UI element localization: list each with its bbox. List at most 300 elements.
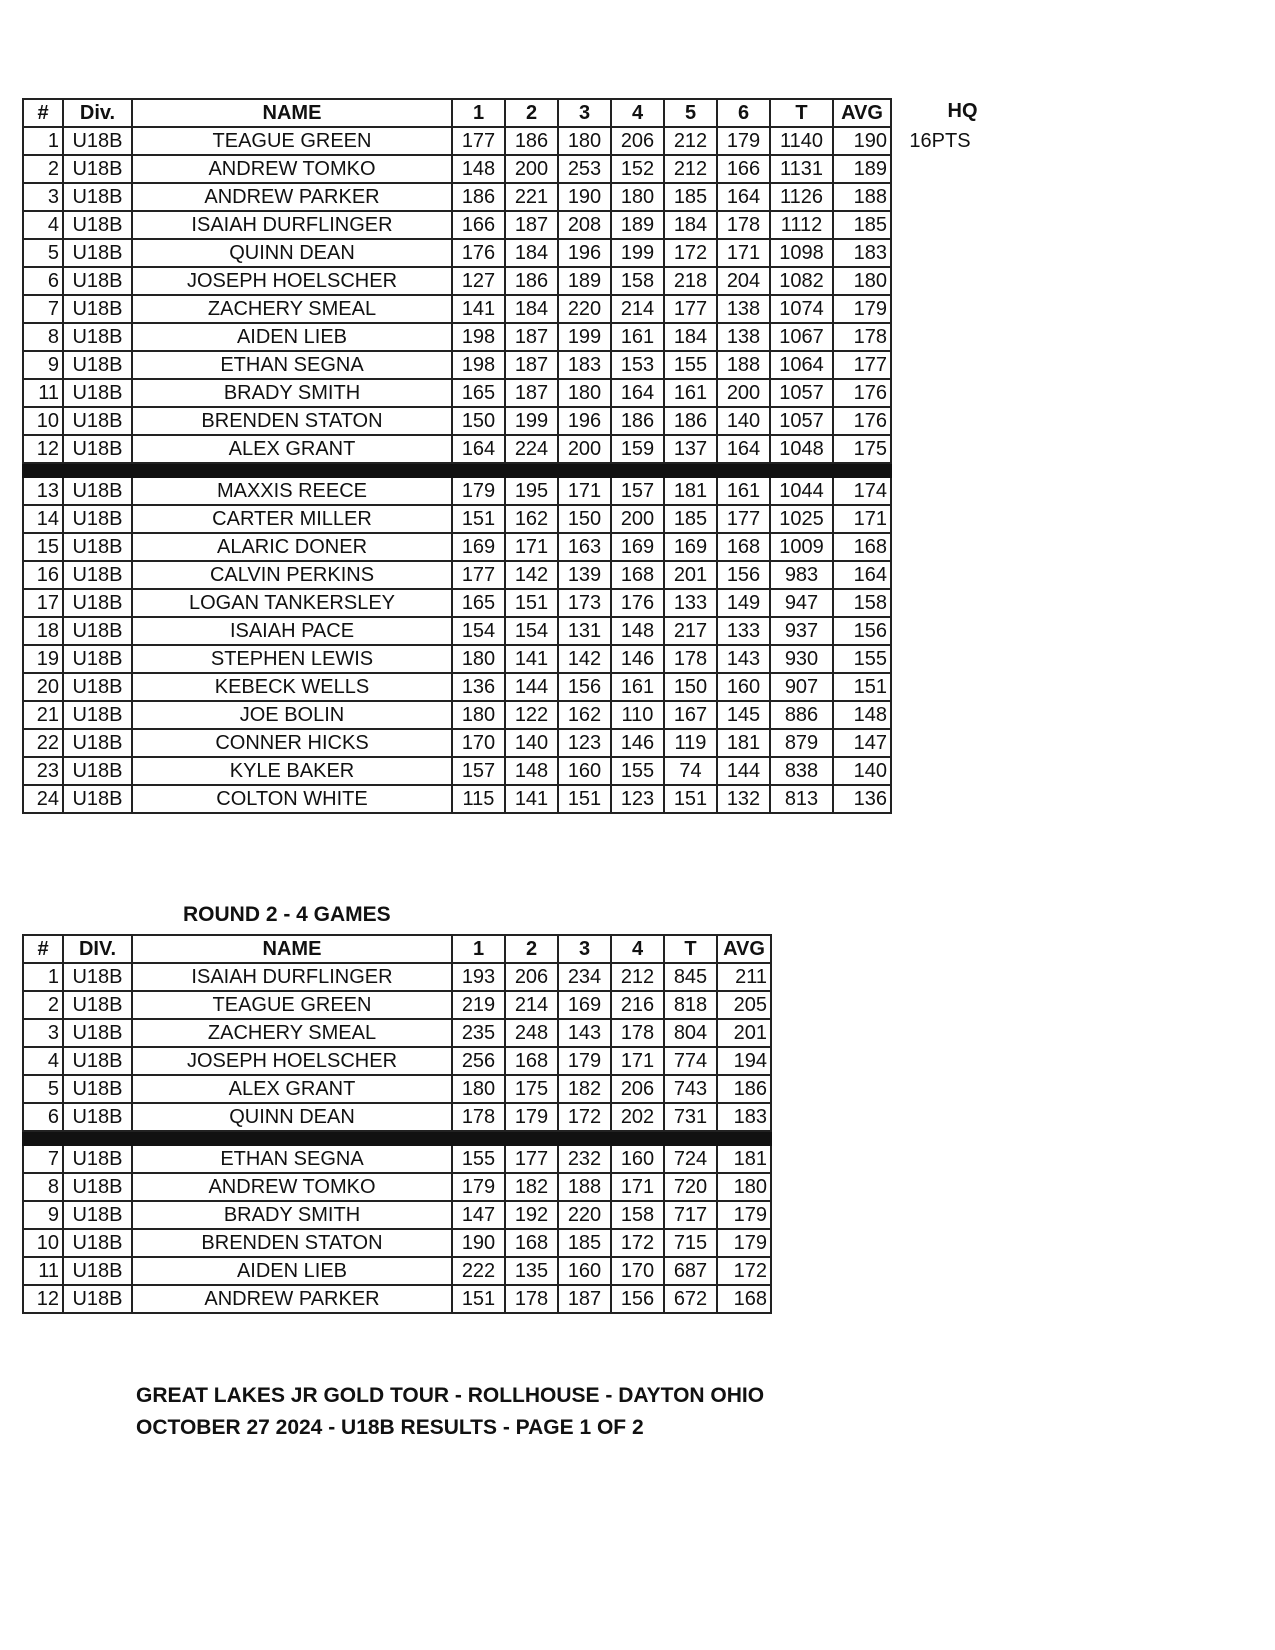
table-cell: 146 [611, 645, 664, 673]
table-cell: 179 [452, 477, 505, 505]
table-cell: 166 [717, 155, 770, 183]
table-cell: 183 [717, 1103, 771, 1131]
table-row [23, 1145, 771, 1173]
table-cell: 212 [664, 155, 717, 183]
table-cell: 180 [833, 267, 891, 295]
table-cell: U18B [63, 239, 132, 267]
table-cell: ALEX GRANT [132, 435, 452, 463]
table-cell: 168 [505, 1047, 558, 1075]
table-cell: U18B [63, 729, 132, 757]
table-cell: U18B [63, 617, 132, 645]
table-cell: 5 [23, 1075, 63, 1103]
table-cell: 186 [505, 267, 558, 295]
table-cell: 177 [505, 1145, 558, 1173]
table-cell: U18B [63, 505, 132, 533]
table-cell: 161 [611, 323, 664, 351]
table-cell: U18B [63, 1145, 132, 1173]
round2-header-cell: 3 [558, 935, 611, 963]
table-cell: 150 [452, 407, 505, 435]
table-cell: 150 [664, 673, 717, 701]
table-cell: KEBECK WELLS [132, 673, 452, 701]
table-cell: 180 [717, 1173, 771, 1201]
table-cell: 176 [611, 589, 664, 617]
table-cell: 147 [452, 1201, 505, 1229]
table-cell: 178 [452, 1103, 505, 1131]
round1-body [23, 127, 891, 813]
table-cell: 140 [717, 407, 770, 435]
table-cell: 187 [505, 323, 558, 351]
table-cell: 199 [558, 323, 611, 351]
table-cell: 169 [611, 533, 664, 561]
table-row [23, 1047, 771, 1075]
footer [136, 1380, 764, 1444]
table-row [23, 239, 891, 267]
table-cell: 180 [558, 127, 611, 155]
table-cell: 183 [558, 351, 611, 379]
table-cell: 132 [717, 785, 770, 813]
table-row [23, 295, 891, 323]
table-cell: 201 [717, 1019, 771, 1047]
table-cell: 162 [505, 505, 558, 533]
table-cell: 206 [611, 127, 664, 155]
table-cell: U18B [63, 267, 132, 295]
table-cell: 21 [23, 701, 63, 729]
table-cell: AIDEN LIEB [132, 323, 452, 351]
table-cell: LOGAN TANKERSLEY [132, 589, 452, 617]
table-cell: 185 [664, 183, 717, 211]
table-cell: ANDREW TOMKO [132, 155, 452, 183]
table-cell: BRADY SMITH [132, 1201, 452, 1229]
table-cell: 153 [611, 351, 664, 379]
table-row [23, 351, 891, 379]
table-cell: QUINN DEAN [132, 239, 452, 267]
round1-table [22, 98, 892, 814]
table-cell: JOSEPH HOELSCHER [132, 267, 452, 295]
table-cell: MAXXIS REECE [132, 477, 452, 505]
table-cell: ETHAN SEGNA [132, 1145, 452, 1173]
table-cell: 168 [505, 1229, 558, 1257]
table-row [23, 1075, 771, 1103]
table-cell: U18B [63, 1285, 132, 1313]
table-row [23, 435, 891, 463]
table-cell: 151 [558, 785, 611, 813]
table-cell: 144 [505, 673, 558, 701]
table-cell: 879 [770, 729, 833, 757]
table-cell: 159 [611, 435, 664, 463]
table-row [23, 267, 891, 295]
table-cell: 3 [23, 1019, 63, 1047]
table-row [23, 991, 771, 1019]
table-cell: 195 [505, 477, 558, 505]
table-cell: U18B [63, 1103, 132, 1131]
round2-title: ROUND 2 - 4 GAMES [183, 903, 391, 926]
table-cell: 220 [558, 1201, 611, 1229]
table-cell: 185 [664, 505, 717, 533]
table-cell: 179 [717, 1201, 771, 1229]
round2-header-cell: AVG [717, 935, 771, 963]
table-cell: 24 [23, 785, 63, 813]
table-cell: 224 [505, 435, 558, 463]
table-cell: 154 [505, 617, 558, 645]
table-cell: 179 [717, 127, 770, 155]
round1-header-cell: AVG [833, 99, 891, 127]
table-cell: 123 [558, 729, 611, 757]
table-cell: 186 [717, 1075, 771, 1103]
table-cell: 177 [452, 561, 505, 589]
table-cell: 4 [23, 211, 63, 239]
table-cell: 179 [717, 1229, 771, 1257]
table-cell: 150 [558, 505, 611, 533]
table-cell: 151 [452, 505, 505, 533]
table-cell: 1 [23, 127, 63, 155]
table-cell: 180 [452, 645, 505, 673]
table-cell: U18B [63, 1201, 132, 1229]
table-cell: 166 [452, 211, 505, 239]
table-cell: 179 [558, 1047, 611, 1075]
table-cell: 140 [505, 729, 558, 757]
table-cell: U18B [63, 183, 132, 211]
table-cell: 17 [23, 589, 63, 617]
round1-header-row [23, 99, 891, 127]
table-cell: 143 [558, 1019, 611, 1047]
table-cell: 163 [558, 533, 611, 561]
table-cell: 206 [505, 963, 558, 991]
table-cell: STEPHEN LEWIS [132, 645, 452, 673]
table-cell: 184 [505, 239, 558, 267]
table-cell: U18B [63, 155, 132, 183]
table-cell: 235 [452, 1019, 505, 1047]
round2-body [23, 963, 771, 1313]
table-cell: 196 [558, 407, 611, 435]
table-row [23, 155, 891, 183]
table-cell: 189 [833, 155, 891, 183]
round1-header-cell: 3 [558, 99, 611, 127]
table-cell: 182 [505, 1173, 558, 1201]
table-cell: 156 [833, 617, 891, 645]
table-cell: 1098 [770, 239, 833, 267]
table-row [23, 1257, 771, 1285]
table-cell: 184 [505, 295, 558, 323]
table-cell: 127 [452, 267, 505, 295]
table-row [23, 701, 891, 729]
table-cell: 1064 [770, 351, 833, 379]
table-cell: 158 [611, 1201, 664, 1229]
table-row [23, 211, 891, 239]
table-cell: 23 [23, 757, 63, 785]
table-cell: 174 [833, 477, 891, 505]
table-cell: 10 [23, 407, 63, 435]
table-cell: 907 [770, 673, 833, 701]
table-cell: 131 [558, 617, 611, 645]
table-cell: 161 [664, 379, 717, 407]
table-cell: 156 [558, 673, 611, 701]
table-cell: 148 [452, 155, 505, 183]
round2-header-cell: 2 [505, 935, 558, 963]
table-cell: 206 [611, 1075, 664, 1103]
table-cell: 151 [505, 589, 558, 617]
table-cell: 214 [505, 991, 558, 1019]
round1-header-cell: Div. [63, 99, 132, 127]
table-cell: 19 [23, 645, 63, 673]
table-cell: 248 [505, 1019, 558, 1047]
table-cell: 15 [23, 533, 63, 561]
table-cell: U18B [63, 1173, 132, 1201]
table-cell: 167 [664, 701, 717, 729]
table-cell: 186 [611, 407, 664, 435]
table-cell: 139 [558, 561, 611, 589]
table-cell: 886 [770, 701, 833, 729]
table-cell: 160 [611, 1145, 664, 1173]
table-cell: 1057 [770, 379, 833, 407]
table-cell: 205 [717, 991, 771, 1019]
table-cell: 156 [611, 1285, 664, 1313]
table-cell: 190 [452, 1229, 505, 1257]
table-cell: 177 [452, 127, 505, 155]
table-cell: 171 [558, 477, 611, 505]
table-cell: U18B [63, 435, 132, 463]
table-cell: 133 [717, 617, 770, 645]
table-cell: 212 [664, 127, 717, 155]
table-cell: 183 [833, 239, 891, 267]
table-cell: 217 [664, 617, 717, 645]
table-cell: 176 [833, 379, 891, 407]
round2-header-cell: 4 [611, 935, 664, 963]
table-cell: 142 [505, 561, 558, 589]
table-cell: 186 [452, 183, 505, 211]
table-cell: 168 [717, 533, 770, 561]
table-cell: 141 [505, 645, 558, 673]
table-cell: 169 [664, 533, 717, 561]
table-row [23, 1019, 771, 1047]
round2-header-cell: T [664, 935, 717, 963]
table-cell: 170 [452, 729, 505, 757]
table-cell: 164 [452, 435, 505, 463]
table-cell: U18B [63, 1257, 132, 1285]
table-cell: 720 [664, 1173, 717, 1201]
table-cell: 161 [611, 673, 664, 701]
table-cell: 8 [23, 323, 63, 351]
table-cell: 190 [558, 183, 611, 211]
table-row [23, 1285, 771, 1313]
table-cell: U18B [63, 991, 132, 1019]
table-cell: 172 [558, 1103, 611, 1131]
table-cell: 200 [611, 505, 664, 533]
table-cell: 6 [23, 267, 63, 295]
table-cell: 202 [611, 1103, 664, 1131]
table-cell: 5 [23, 239, 63, 267]
table-cell: 172 [611, 1229, 664, 1257]
round1-header-cell: # [23, 99, 63, 127]
table-cell: 3 [23, 183, 63, 211]
table-cell: 158 [611, 267, 664, 295]
table-cell: AIDEN LIEB [132, 1257, 452, 1285]
table-cell: 180 [558, 379, 611, 407]
table-cell: 155 [611, 757, 664, 785]
table-cell: 175 [505, 1075, 558, 1103]
table-cell: COLTON WHITE [132, 785, 452, 813]
table-cell: 11 [23, 379, 63, 407]
table-cell: 143 [717, 645, 770, 673]
table-cell: ZACHERY SMEAL [132, 295, 452, 323]
table-row [23, 407, 891, 435]
table-cell: 2 [23, 991, 63, 1019]
table-cell: 838 [770, 757, 833, 785]
table-cell: U18B [63, 1229, 132, 1257]
table-cell: 14 [23, 505, 63, 533]
table-cell: 221 [505, 183, 558, 211]
table-cell: 155 [664, 351, 717, 379]
table-cell: U18B [63, 757, 132, 785]
table-cell: 16 [23, 561, 63, 589]
table-cell: 133 [664, 589, 717, 617]
table-cell: 256 [452, 1047, 505, 1075]
table-cell: 818 [664, 991, 717, 1019]
round2-header-cell: DIV. [63, 935, 132, 963]
table-cell: 200 [717, 379, 770, 407]
table-cell: U18B [63, 1075, 132, 1103]
table-cell: 164 [833, 561, 891, 589]
table-cell: 165 [452, 589, 505, 617]
table-cell: 169 [452, 533, 505, 561]
round2-header-row [23, 935, 771, 963]
table-cell: 1067 [770, 323, 833, 351]
table-cell: 2 [23, 155, 63, 183]
table-cell: 187 [505, 211, 558, 239]
table-cell: U18B [63, 351, 132, 379]
table-row [23, 963, 771, 991]
table-cell: 9 [23, 351, 63, 379]
table-cell: 199 [505, 407, 558, 435]
table-row [23, 561, 891, 589]
table-row [23, 323, 891, 351]
table-cell: 148 [833, 701, 891, 729]
table-cell: 146 [611, 729, 664, 757]
table-row [23, 589, 891, 617]
table-cell: 158 [833, 589, 891, 617]
table-cell: 947 [770, 589, 833, 617]
table-cell: BRADY SMITH [132, 379, 452, 407]
table-cell: 1131 [770, 155, 833, 183]
table-cell: 194 [717, 1047, 771, 1075]
table-cell: 138 [717, 295, 770, 323]
table-cell: 180 [452, 1075, 505, 1103]
table-cell: 178 [505, 1285, 558, 1313]
table-cell: 177 [833, 351, 891, 379]
table-cell: U18B [63, 673, 132, 701]
table-cell: 165 [452, 379, 505, 407]
table-cell: 200 [505, 155, 558, 183]
table-cell: 10 [23, 1229, 63, 1257]
table-cell: 672 [664, 1285, 717, 1313]
table-cell: 687 [664, 1257, 717, 1285]
table-cell: U18B [63, 561, 132, 589]
table-cell: ALARIC DONER [132, 533, 452, 561]
round1-header-cell: NAME [132, 99, 452, 127]
table-cell: 151 [664, 785, 717, 813]
table-cell: 184 [664, 323, 717, 351]
table-cell: 162 [558, 701, 611, 729]
table-cell: 7 [23, 295, 63, 323]
table-cell: 20 [23, 673, 63, 701]
table-cell: 154 [452, 617, 505, 645]
table-cell: 172 [664, 239, 717, 267]
table-cell: U18B [63, 533, 132, 561]
table-cell: 147 [833, 729, 891, 757]
table-cell: 208 [558, 211, 611, 239]
round1-header-cell: 6 [717, 99, 770, 127]
footer-line-2: OCTOBER 27 2024 - U18B RESULTS - PAGE 1 OF 2 [136, 1416, 644, 1439]
table-cell: 234 [558, 963, 611, 991]
table-cell: 110 [611, 701, 664, 729]
table-cell: 164 [717, 435, 770, 463]
table-cell: 198 [452, 323, 505, 351]
table-cell: 930 [770, 645, 833, 673]
table-cell: BRENDEN STATON [132, 407, 452, 435]
table-cell: 1140 [770, 127, 833, 155]
table-cell: 181 [717, 1145, 771, 1173]
table-cell: 176 [833, 407, 891, 435]
table-cell: 172 [717, 1257, 771, 1285]
table-cell: U18B [63, 1047, 132, 1075]
table-cell: 937 [770, 617, 833, 645]
table-cell: ANDREW PARKER [132, 183, 452, 211]
table-cell: U18B [63, 1019, 132, 1047]
round1-header-cell: T [770, 99, 833, 127]
table-cell: 188 [558, 1173, 611, 1201]
table-cell: 804 [664, 1019, 717, 1047]
table-row [23, 1103, 771, 1131]
table-cell: 18 [23, 617, 63, 645]
table-cell: 212 [611, 963, 664, 991]
table-cell: 171 [717, 239, 770, 267]
table-cell: U18B [63, 211, 132, 239]
table-row [23, 533, 891, 561]
table-cell: 253 [558, 155, 611, 183]
table-cell: 148 [505, 757, 558, 785]
table-cell: 144 [717, 757, 770, 785]
table-cell: U18B [63, 645, 132, 673]
table-cell: 187 [558, 1285, 611, 1313]
table-cell: 164 [611, 379, 664, 407]
table-cell: 211 [717, 963, 771, 991]
table-cell: 186 [664, 407, 717, 435]
table-cell: 1 [23, 963, 63, 991]
table-cell: 138 [717, 323, 770, 351]
table-row [23, 673, 891, 701]
table-cell: 1048 [770, 435, 833, 463]
table-cell: TEAGUE GREEN [132, 127, 452, 155]
table-cell: 168 [717, 1285, 771, 1313]
table-cell: 180 [611, 183, 664, 211]
table-cell: 160 [558, 1257, 611, 1285]
table-cell: 122 [505, 701, 558, 729]
table-row [23, 127, 891, 155]
round1-header-cell: 1 [452, 99, 505, 127]
table-cell: ISAIAH DURFLINGER [132, 211, 452, 239]
table-cell: 12 [23, 1285, 63, 1313]
table-cell: 151 [452, 1285, 505, 1313]
table-cell: 178 [664, 645, 717, 673]
table-cell: 717 [664, 1201, 717, 1229]
table-cell: ALEX GRANT [132, 1075, 452, 1103]
table-cell: 1044 [770, 477, 833, 505]
table-cell: U18B [63, 295, 132, 323]
table-cell: 1009 [770, 533, 833, 561]
table-row [23, 1173, 771, 1201]
table-cell: 171 [833, 505, 891, 533]
table-cell: 187 [505, 379, 558, 407]
round2-header-cell: NAME [132, 935, 452, 963]
